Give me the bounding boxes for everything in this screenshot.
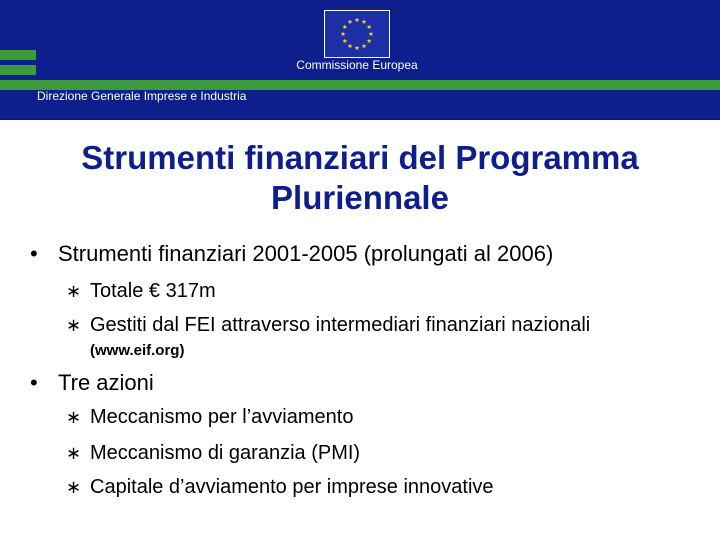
sub-bullet-text: Totale € 317m bbox=[90, 280, 216, 302]
star-icon bbox=[367, 24, 372, 29]
green-stripe bbox=[0, 65, 36, 75]
star-icon bbox=[342, 24, 347, 29]
green-stripe bbox=[0, 50, 36, 60]
asterisk-bullet-icon: ∗ bbox=[66, 315, 82, 335]
sub-bullet-text: Capitale d’avviamento per imprese innovative bbox=[90, 476, 494, 498]
star-icon bbox=[341, 31, 346, 36]
asterisk-bullet-icon: ∗ bbox=[66, 443, 82, 463]
star-icon bbox=[348, 44, 353, 49]
bullet-text: Tre azioni bbox=[58, 370, 154, 395]
star-icon bbox=[369, 31, 374, 36]
asterisk-bullet-icon: ∗ bbox=[66, 407, 82, 427]
sub-bullet-text: Meccanismo per l’avviamento bbox=[90, 406, 354, 428]
website-note: (www.eif.org) bbox=[90, 342, 185, 359]
star-icon bbox=[355, 17, 360, 22]
bullet-dot: • bbox=[30, 370, 38, 395]
asterisk-bullet-icon: ∗ bbox=[66, 477, 82, 497]
slide-title bbox=[0, 138, 720, 218]
title-line-1: Strumenti finanziari del Programma bbox=[81, 139, 639, 176]
header-band bbox=[0, 0, 720, 120]
bullet-text: Strumenti finanziari 2001-2005 (prolungati al 2006) bbox=[58, 241, 554, 266]
title-line-2: Pluriennale bbox=[271, 179, 449, 216]
star-icon bbox=[362, 44, 367, 49]
sub-bullet-text: Meccanismo di garanzia (PMI) bbox=[90, 442, 361, 464]
star-icon bbox=[342, 38, 347, 43]
organization-name: Commissione Europea bbox=[296, 58, 418, 72]
star-icon bbox=[355, 45, 360, 50]
bullet-dot: • bbox=[30, 241, 38, 266]
eu-flag-logo bbox=[324, 10, 390, 58]
directorate-name: Direzione Generale Imprese e Industria bbox=[37, 89, 247, 103]
header-bottom-line bbox=[0, 119, 720, 120]
star-icon bbox=[367, 38, 372, 43]
sub-bullet-text: Gestiti dal FEI attraverso intermediari finanziari nazionali bbox=[90, 314, 591, 336]
star-icon bbox=[348, 19, 353, 24]
asterisk-bullet-icon: ∗ bbox=[66, 281, 82, 301]
star-icon bbox=[362, 19, 367, 24]
